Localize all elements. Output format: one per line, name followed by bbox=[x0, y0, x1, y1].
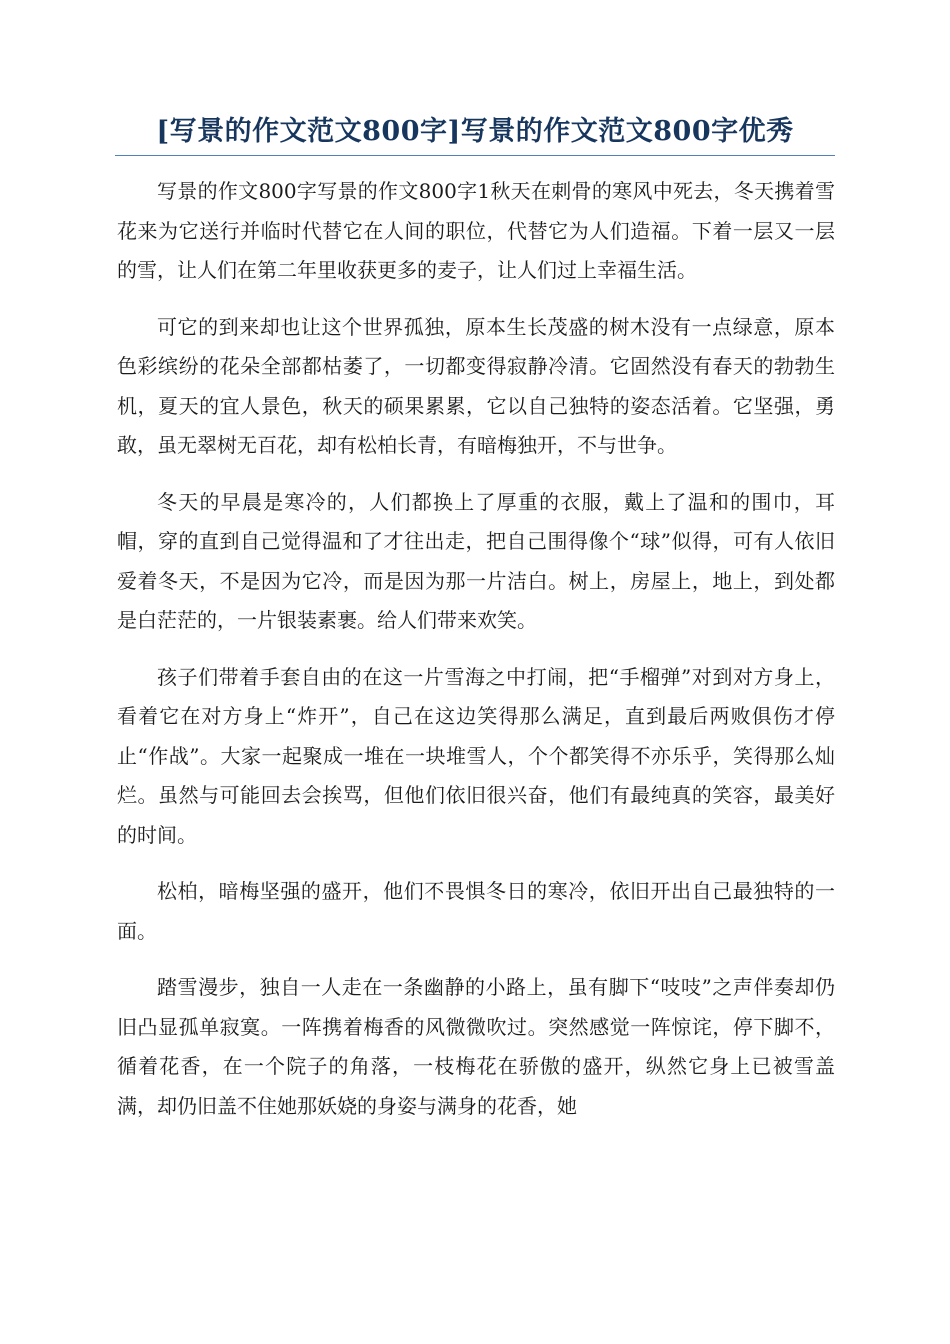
document-title: [写景的作文范文800字]写景的作文范文800字优秀 bbox=[156, 116, 794, 147]
paragraph-2: 可它的到来却也让这个世界孤独，原本生长茂盛的树木没有一点绿意，原本色彩缤纷的花朵全部都枯萎了，一切都变得寂静冷清。它固然没有春天的勃勃生机，夏天的宜人景色，秋天的硕果累累，它以自己独特的姿态活着。它坚强，勇敢，虽无翠树无百花，却有松柏长青，有暗梅独开，不与世争。 bbox=[117, 314, 835, 457]
paragraph-5: 松柏，暗梅坚强的盛开，他们不畏惧冬日的寒冷，依旧开出自己最独特的一面。 bbox=[117, 879, 835, 943]
document-body bbox=[117, 172, 835, 1143]
paragraph-1: 写景的作文800字写景的作文800字1秋天在刺骨的寒风中死去，冬天携着雪花来为它送行并临时代替它在人间的职位，代替它为人们造福。下着一层又一层的雪，让人们在第二年里收获更多的麦子，让人们过上幸福生活。 bbox=[117, 179, 835, 282]
paragraph-4: 孩子们带着手套自由的在这一片雪海之中打闹，把“手榴弹”对到对方身上，看着它在对方身上“炸开”，自己在这边笑得那么满足，直到最后两败俱伤才停止“作战”。大家一起聚成一堆在一块堆雪人，个个都笑得不亦乐乎，笑得那么灿烂。虽然与可能回去会挨骂，但他们依旧很兴奋，他们有最纯真的笑容，最美好的时间。 bbox=[117, 664, 835, 847]
paragraph-3: 冬天的早晨是寒冷的，人们都换上了厚重的衣服，戴上了温和的围巾，耳帽，穿的直到自己觉得温和了才往出走，把自己围得像个“球”似得，可有人依旧爱着冬天，不是因为它冷，而是因为那一片洁白。树上，房屋上，地上，到处都是白茫茫的，一片银装素裹。给人们带来欢笑。 bbox=[117, 489, 835, 632]
title-block bbox=[115, 112, 835, 156]
paragraph-6: 踏雪漫步，独自一人走在一条幽静的小路上，虽有脚下“吱吱”之声伴奏却仍旧凸显孤单寂寞。一阵携着梅香的风微微吹过。突然感觉一阵惊诧，停下脚不，循着花香，在一个院子的角落，一枝梅花在骄傲的盛开，纵然它身上已被雪盖满，却仍旧盖不住她那妖娆的身姿与满身的花香，她 bbox=[117, 975, 835, 1118]
